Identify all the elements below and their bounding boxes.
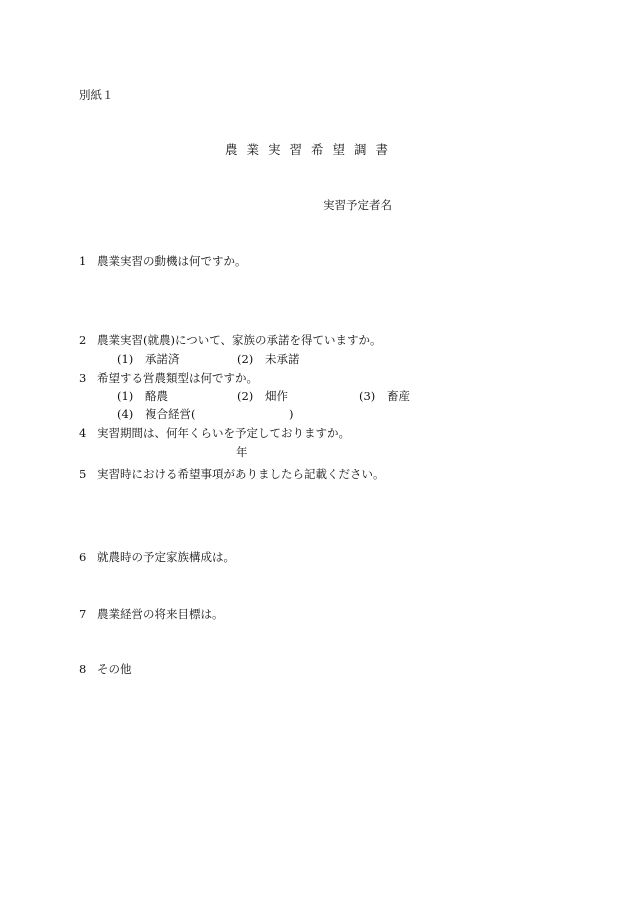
question-text: 実習時における希望事項がありましたら記載ください。 xyxy=(97,467,385,481)
question-number: 3 xyxy=(79,371,87,385)
option-label: 酪農 xyxy=(144,389,168,403)
option-label: 複合経営( xyxy=(144,407,196,421)
option-label: 畜産 xyxy=(386,389,410,403)
option-label: 未承諾 xyxy=(264,352,300,366)
applicant-name-label: 実習予定者名 xyxy=(323,198,392,212)
option-number: (3) xyxy=(359,389,376,403)
question-1 xyxy=(79,254,247,268)
option-number: (2) xyxy=(237,389,254,403)
option-number: (1) xyxy=(117,352,134,366)
option-label: 畑作 xyxy=(264,389,288,403)
question-number: 7 xyxy=(79,607,87,621)
option-q3-3 xyxy=(359,389,410,403)
question-text: 就農時の予定家族構成は。 xyxy=(97,550,235,564)
question-text: 実習期間は、何年くらいを予定しておりますか。 xyxy=(97,426,350,440)
page-title: 農業実習希望調書 xyxy=(225,142,398,157)
attachment-label: 別紙１ xyxy=(79,88,114,102)
question-number: 1 xyxy=(79,254,87,268)
question-number: 8 xyxy=(79,662,87,676)
question-7 xyxy=(79,607,224,621)
question-8 xyxy=(79,662,132,676)
option-number: (1) xyxy=(117,389,134,403)
question-4 xyxy=(79,426,350,440)
question-2 xyxy=(79,333,382,347)
question-text: 農業実習(就農)について、家族の承諾を得ていますか。 xyxy=(97,333,382,347)
option-q2-1 xyxy=(117,352,179,366)
option-q3-4 xyxy=(117,407,195,421)
option-number: (4) xyxy=(117,407,134,421)
question-text: 農業経営の将来目標は。 xyxy=(97,607,224,621)
option-q3-1 xyxy=(117,389,168,403)
question-number: 5 xyxy=(79,467,87,481)
year-unit: 年 xyxy=(236,445,248,459)
question-number: 2 xyxy=(79,333,87,347)
question-text: 農業実習の動機は何ですか。 xyxy=(97,254,247,268)
option-number: (2) xyxy=(237,352,254,366)
question-number: 4 xyxy=(79,426,87,440)
option-label: 承諾済 xyxy=(144,352,180,366)
question-3 xyxy=(79,371,258,385)
question-6 xyxy=(79,550,235,564)
question-5 xyxy=(79,467,385,481)
close-paren: ) xyxy=(289,407,294,421)
question-number: 6 xyxy=(79,550,87,564)
question-text: その他 xyxy=(97,662,132,676)
option-q2-2 xyxy=(237,352,299,366)
question-text: 希望する営農類型は何ですか。 xyxy=(97,371,258,385)
option-q3-2 xyxy=(237,389,288,403)
